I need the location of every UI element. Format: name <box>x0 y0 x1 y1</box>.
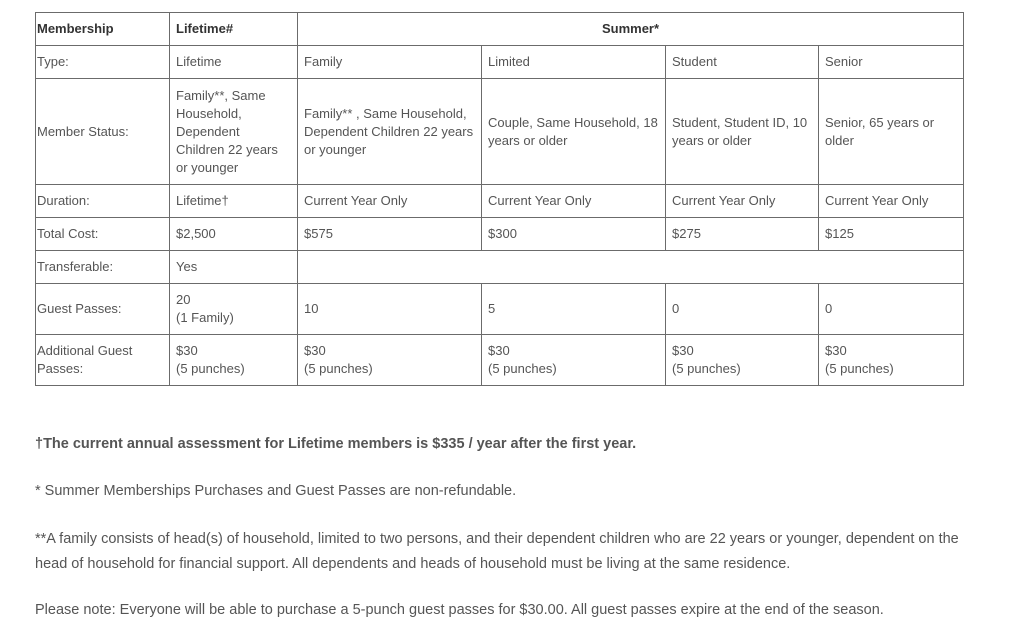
price: $30 <box>672 343 694 358</box>
table-cell: $575 <box>298 218 482 251</box>
punches: (5 punches) <box>825 361 894 376</box>
header-lifetime: Lifetime# <box>170 13 298 46</box>
table-cell: 10 <box>298 284 482 335</box>
row-label-duration: Duration: <box>36 185 170 218</box>
price: $30 <box>176 343 198 358</box>
table-cell: Lifetime <box>170 46 298 79</box>
table-cell <box>819 335 964 386</box>
table-cell: Family <box>298 46 482 79</box>
table-cell: Senior, 65 years or older <box>819 79 964 185</box>
membership-table <box>35 12 964 386</box>
table-cell: $125 <box>819 218 964 251</box>
table-cell-empty <box>298 251 964 284</box>
table-cell <box>666 335 819 386</box>
price: $30 <box>304 343 326 358</box>
table-header-row <box>36 13 964 46</box>
punches: (5 punches) <box>488 361 557 376</box>
table-cell: Lifetime† <box>170 185 298 218</box>
note-family-definition: **A family consists of head(s) of household, limited to two persons, and their dependent children who are 22 years or younger, dependent on the head of household for financial support. All dependents and heads of household must be living at the same residence. <box>35 531 959 572</box>
table-cell: Yes <box>170 251 298 284</box>
table-cell: Family** , Same Household, Dependent Children 22 years or younger <box>298 79 482 185</box>
row-label-member-status: Member Status: <box>36 79 170 185</box>
note-summer-nonrefundable: * Summer Memberships Purchases and Guest Passes are non-refundable. <box>35 483 517 499</box>
header-membership: Membership <box>36 13 170 46</box>
guest-passes-count: 20 <box>176 292 191 307</box>
row-label-additional-guest-passes: Additional Guest Passes: <box>36 335 170 386</box>
punches: (5 punches) <box>304 361 373 376</box>
price: $30 <box>488 343 510 358</box>
table-cell <box>170 335 298 386</box>
table-cell: $275 <box>666 218 819 251</box>
table-cell: Current Year Only <box>482 185 666 218</box>
punches: (5 punches) <box>672 361 741 376</box>
table-cell: Limited <box>482 46 666 79</box>
punches: (5 punches) <box>176 361 245 376</box>
table-cell <box>482 335 666 386</box>
table-cell: Current Year Only <box>298 185 482 218</box>
table-row-total-cost <box>36 218 964 251</box>
table-cell: Senior <box>819 46 964 79</box>
row-label-transferable: Transferable: <box>36 251 170 284</box>
row-label-guest-passes: Guest Passes: <box>36 284 170 335</box>
price: $30 <box>825 343 847 358</box>
table-cell: $2,500 <box>170 218 298 251</box>
row-label-type: Type: <box>36 46 170 79</box>
table-row-member-status <box>36 79 964 185</box>
table-cell <box>298 335 482 386</box>
table-cell: 0 <box>666 284 819 335</box>
table-cell: Couple, Same Household, 18 years or older <box>482 79 666 185</box>
row-label-total-cost: Total Cost: <box>36 218 170 251</box>
table-row-guest-passes <box>36 284 964 335</box>
note-guest-pass: Please note: Everyone will be able to purchase a 5-punch guest passes for $30.00. All guest passes expire at the end of the season. <box>35 602 884 618</box>
table-row-transferable <box>36 251 964 284</box>
table-cell: Student <box>666 46 819 79</box>
table-cell: $300 <box>482 218 666 251</box>
note-lifetime-assessment: †The current annual assessment for Lifetime members is $335 / year after the first year. <box>35 436 637 452</box>
table-cell: 0 <box>819 284 964 335</box>
table-row-additional-guest-passes <box>36 335 964 386</box>
table-cell: 5 <box>482 284 666 335</box>
table-cell: Current Year Only <box>666 185 819 218</box>
table-cell: Student, Student ID, 10 years or older <box>666 79 819 185</box>
table-cell <box>170 284 298 335</box>
table-cell: Family**, Same Household, Dependent Children 22 years or younger <box>170 79 298 185</box>
table-row-duration <box>36 185 964 218</box>
table-cell: Current Year Only <box>819 185 964 218</box>
header-summer: Summer* <box>298 13 964 46</box>
table-row-type <box>36 46 964 79</box>
guest-passes-note: (1 Family) <box>176 310 234 325</box>
